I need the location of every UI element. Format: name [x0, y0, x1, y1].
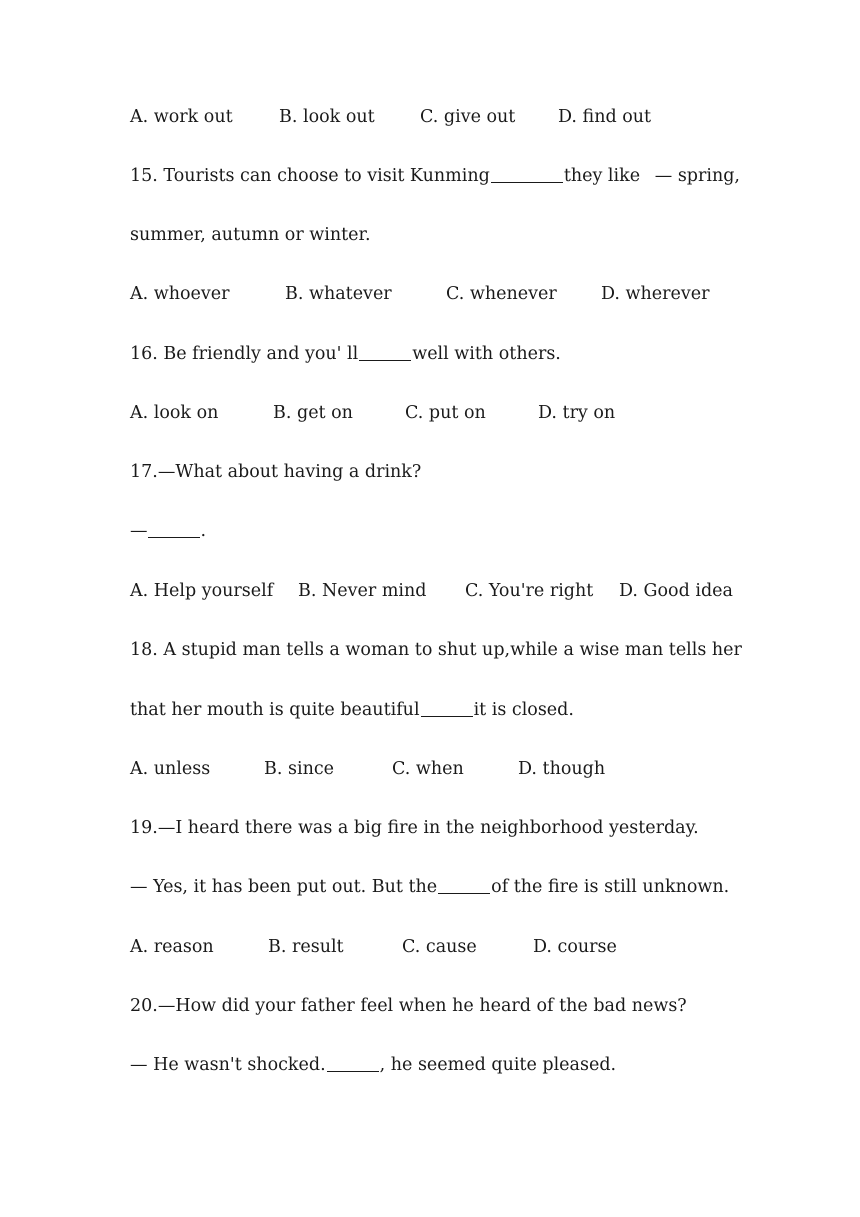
q18-option-b: B. since — [264, 759, 334, 779]
q14-options — [130, 104, 740, 130]
q18-options — [130, 756, 740, 782]
q15-question-line1 — [130, 163, 740, 189]
q17-answer: — . — [130, 521, 207, 541]
q19-question: 19.—I heard there was a big fire in the neighborhood yesterday. — [130, 818, 699, 838]
q16-option-b: B. get on — [273, 403, 353, 423]
q20-answer: — He wasn't shocked. , he seemed quite pleased. — [130, 1055, 617, 1075]
q15-options — [130, 281, 740, 307]
q16-option-c: C. put on — [405, 403, 486, 423]
q19-option-d: D. course — [533, 937, 617, 957]
q18-option-a: A. unless — [130, 759, 211, 779]
answer-blank — [327, 1053, 379, 1072]
q15-option-a: A. whoever — [130, 284, 230, 304]
q15-question-line2: summer, autumn or winter. — [130, 225, 371, 245]
q18-option-c: C. when — [392, 759, 464, 779]
q19-options — [130, 934, 740, 960]
q15-stem-end: — spring, — [654, 166, 740, 186]
q15-option-c: C. whenever — [446, 284, 557, 304]
q14-option-c: C. give out — [420, 107, 516, 127]
answer-blank — [421, 698, 473, 717]
q19-answer: — Yes, it has been put out. But the of the fire is still unknown. — [130, 877, 730, 897]
q18-option-d: D. though — [518, 759, 606, 779]
q15-option-b: B. whatever — [285, 284, 392, 304]
q17-question: 17.—What about having a drink? — [130, 462, 422, 482]
q20-question: 20.—How did your father feel when he heard of the bad news? — [130, 996, 687, 1016]
q16-option-a: A. look on — [130, 403, 219, 423]
q17-option-c: C. You're right — [465, 581, 594, 601]
q19-option-b: B. result — [268, 937, 344, 957]
q16-option-d: D. try on — [538, 403, 616, 423]
answer-blank — [438, 875, 490, 894]
q14-option-a: A. work out — [130, 107, 233, 127]
answer-blank — [359, 342, 411, 361]
q17-option-b: B. Never mind — [298, 581, 427, 601]
answer-blank — [491, 164, 563, 183]
q17-options — [130, 578, 740, 604]
q15-option-d: D. wherever — [601, 284, 710, 304]
q16-question: 16. Be friendly and you' ll well with others. — [130, 344, 561, 364]
q16-options — [130, 400, 740, 426]
answer-blank — [148, 519, 200, 538]
q14-option-b: B. look out — [279, 107, 375, 127]
q19-option-a: A. reason — [130, 937, 214, 957]
q14-option-d: D. find out — [558, 107, 652, 127]
q18-question-line1: 18. A stupid man tells a woman to shut up,while a wise man tells her — [130, 640, 742, 660]
q17-option-a: A. Help yourself — [130, 581, 274, 601]
q15-stem: 15. Tourists can choose to visit Kunming they like — [130, 166, 641, 186]
q17-option-d: D. Good idea — [619, 581, 733, 601]
q19-option-c: C. cause — [402, 937, 477, 957]
q18-question-line2: that her mouth is quite beautiful it is closed. — [130, 700, 574, 720]
